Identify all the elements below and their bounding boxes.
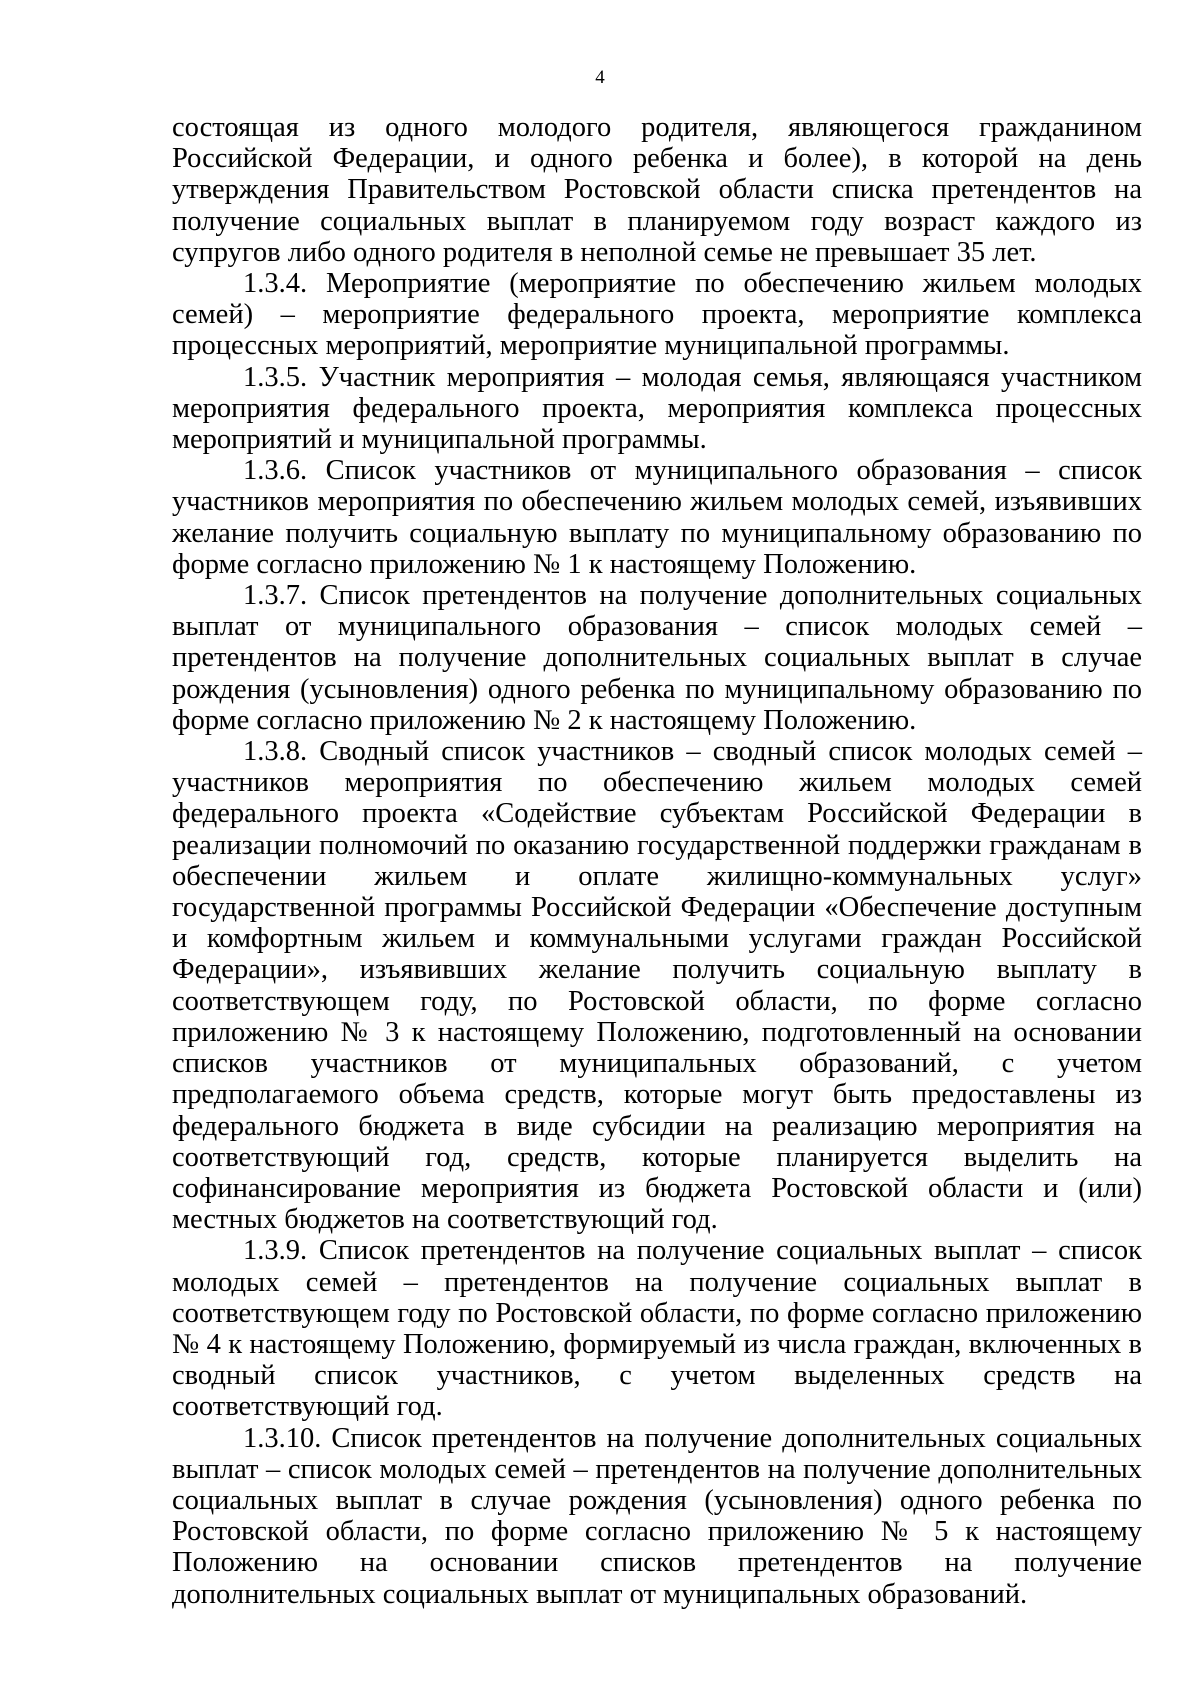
document-body xyxy=(172,112,1142,1610)
paragraph-1-3-9: 1.3.9. Список претендентов на получение социальных выплат – список молодых семей – претендентов на получение социальных выплат в соответствующем году по Ростовской области, по форме согласно приложению № 4 к настоящему Положению, формируемый из числа граждан, включенных в сводный список участников, с учетом выделенных средств на соответствующий год. xyxy=(172,1235,1142,1423)
paragraph-1-3-7: 1.3.7. Список претендентов на получение дополнительных социальных выплат от муниципального образования – список молодых семей – претендентов на получение дополнительных социальных выплат в случае рождения (усыновления) одного ребенка по муниципальному образованию по форме согласно приложению № 2 к настоящему Положению. xyxy=(172,580,1142,736)
paragraph-1-3-6: 1.3.6. Список участников от муниципального образования – список участников мероприятия по обеспечению жильем молодых семей, изъявивших желание получить социальную выплату по муниципальному образованию по форме согласно приложению № 1 к настоящему Положению. xyxy=(172,455,1142,580)
paragraph-1-3-5: 1.3.5. Участник мероприятия – молодая семья, являющаяся участником мероприятия федерального проекта, мероприятия комплекса процессных мероприятий и муниципальной программы. xyxy=(172,361,1142,456)
paragraph-1-3-8: 1.3.8. Сводный список участников – сводный список молодых семей – участников мероприятия по обеспечению жильем молодых семей федерального проекта «Содействие субъектам Российской Федерации в реализации полномочий по оказанию государственной поддержки гражданам в обеспечении жильем и оплате жилищно-коммунальных услуг» государственной программы Российской Федерации «Обеспечение доступным и комфортным жильем и коммунальными услугами граждан Российской Федерации», изъявивших желание получить социальную выплату в соответствующем году, по Ростовской области, по форме согласно приложению № 3 к настоящему Положению, подготовленный на основании списков участников от муниципальных образований, с учетом предполагаемого объема средств, которые могут быть предоставлены из федерального бюджета в виде субсидии на реализацию мероприятия на соответствующий год, средств, которые планируется выделить на софинансирование мероприятия из бюджета Ростовской области и (или) местных бюджетов на соответствующий год. xyxy=(172,736,1142,1236)
paragraph-1-3-4: 1.3.4. Мероприятие (мероприятие по обеспечению жильем молодых семей) – мероприятие федерального проекта, мероприятие комплекса процессных мероприятий, мероприятие муниципальной программы. xyxy=(172,268,1142,362)
page-number: 4 xyxy=(595,67,605,88)
paragraph-1-3-10: 1.3.10. Список претендентов на получение дополнительных социальных выплат – список молодых семей – претендентов на получение дополнительных социальных выплат в случае рождения (усыновления) одного ребенка по Ростовской области, по форме согласно приложению № 5 к настоящему Положению на основании списков претендентов на получение дополнительных социальных выплат от муниципальных образований. xyxy=(172,1422,1142,1610)
paragraph-continuation: состоящая из одного молодого родителя, являющегося гражданином Российской Федерации, и одного ребенка и более), в которой на день утверждения Правительством Ростовской области списка претендентов на получение социальных выплат в планируемом году возраст каждого из супругов либо одного родителя в неполной семье не превышает 35 лет. xyxy=(172,112,1142,268)
